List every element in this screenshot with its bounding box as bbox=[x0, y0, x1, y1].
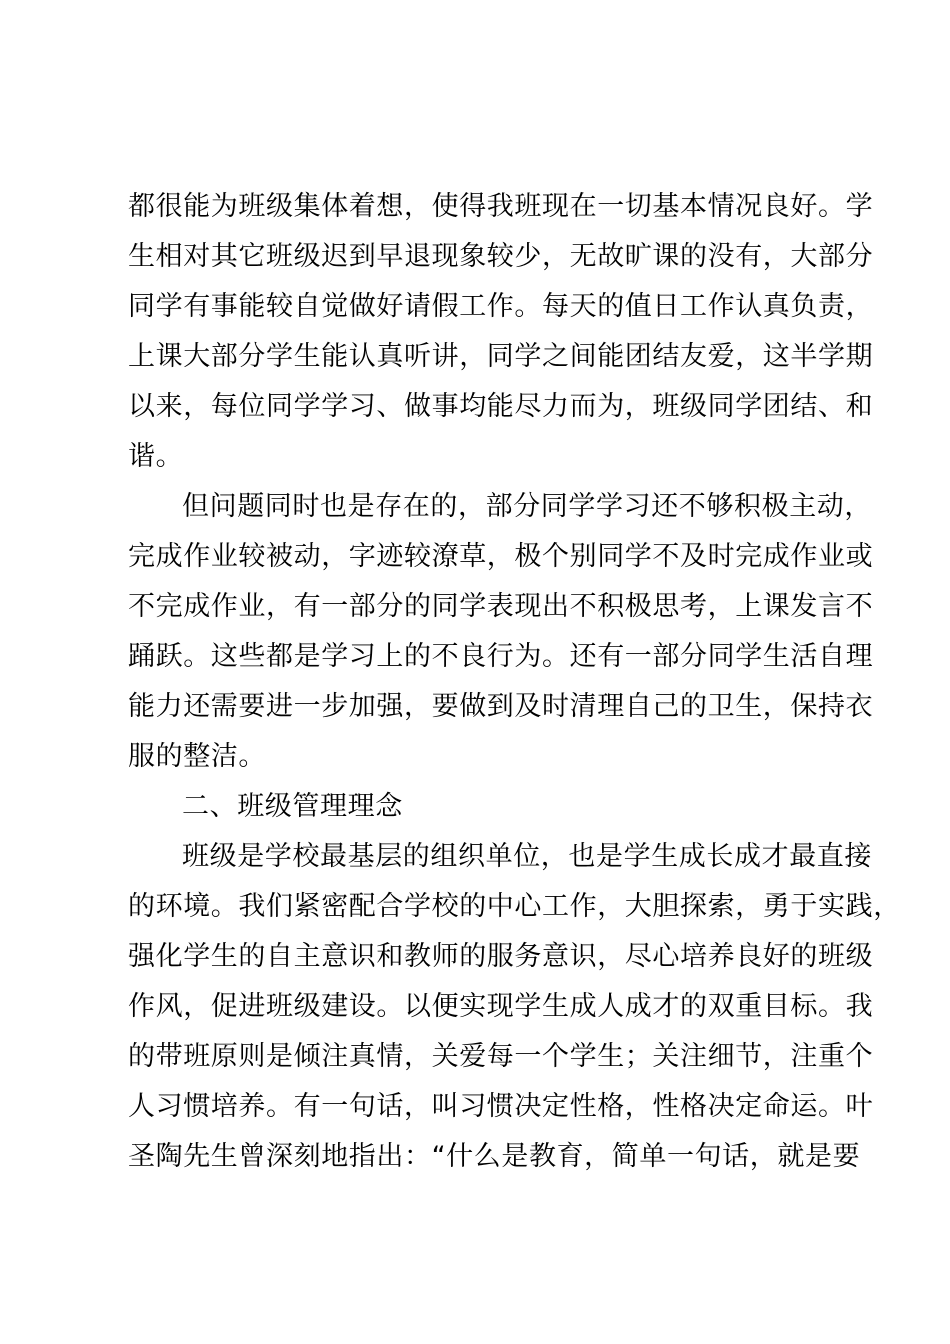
text-line: 完成作业较被动，字迹较潦草，极个别同学不及时完成作业或 bbox=[128, 541, 874, 572]
document-body bbox=[128, 182, 901, 1182]
text-line: 踊跃。这些都是学习上的不良行为。还有一部分同学生活自理 bbox=[128, 641, 874, 672]
text-line: 能力还需要进一步加强，要做到及时清理自己的卫生，保持衣 bbox=[128, 691, 874, 722]
text-line: 生相对其它班级迟到早退现象较少，无故旷课的没有，大部分 bbox=[128, 241, 874, 272]
text-line: 圣陶先生曾深刻地指出：“什么是教育，简单一句话，就是要 bbox=[128, 1141, 861, 1172]
text-line: 谐。 bbox=[128, 441, 184, 472]
text-line: 作风，促进班级建设。以便实现学生成人成才的双重目标。我 bbox=[128, 991, 874, 1022]
text-line: 强化学生的自主意识和教师的服务意识，尽心培养良好的班级 bbox=[128, 941, 874, 972]
text-line: 不完成作业，有一部分的同学表现出不积极思考，上课发言不 bbox=[128, 591, 874, 622]
section-heading: 二、班级管理理念 bbox=[182, 791, 403, 822]
text-line: 的带班原则是倾注真情，关爱每一个学生；关注细节，注重个 bbox=[128, 1041, 874, 1072]
text-line: 的环境。我们紧密配合学校的中心工作，大胆探索，勇于实践， bbox=[128, 891, 901, 922]
paragraph-first-line: 班级是学校最基层的组织单位，也是学生成长成才最直接 bbox=[182, 841, 872, 872]
text-line: 人习惯培养。有一句话，叫习惯决定性格，性格决定命运。叶 bbox=[128, 1091, 874, 1122]
text-line: 同学有事能较自觉做好请假工作。每天的值日工作认真负责， bbox=[128, 291, 874, 322]
text-line: 上课大部分学生能认真听讲，同学之间能团结友爱，这半学期 bbox=[128, 341, 874, 372]
text-line: 都很能为班级集体着想，使得我班现在一切基本情况良好。学 bbox=[128, 191, 874, 222]
paragraph-first-line: 但问题同时也是存在的，部分同学学习还不够积极主动， bbox=[182, 491, 872, 522]
text-line: 服的整洁。 bbox=[128, 741, 266, 772]
text-line: 以来，每位同学学习、做事均能尽力而为，班级同学团结、和 bbox=[128, 391, 874, 422]
